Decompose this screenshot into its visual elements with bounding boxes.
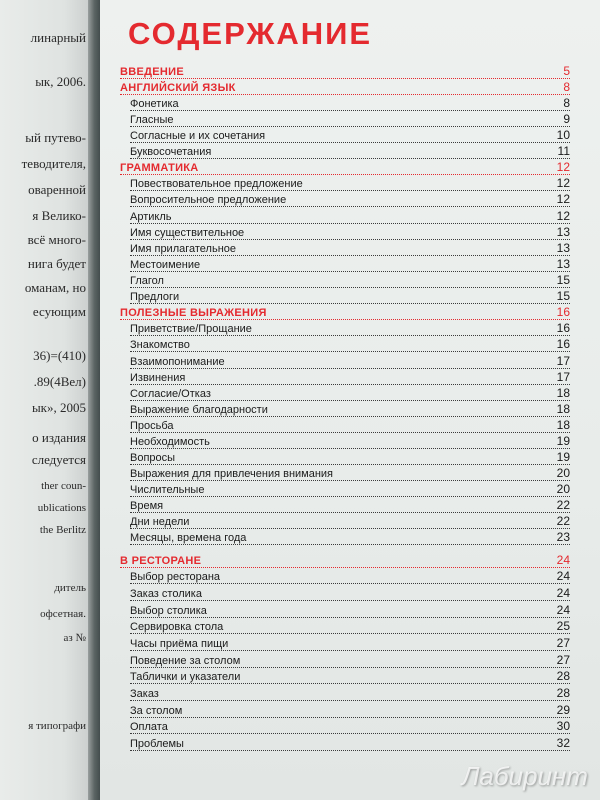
dotted-leader xyxy=(120,567,570,568)
toc-entry xyxy=(130,337,570,352)
toc-page-number: 29 xyxy=(556,703,570,717)
toc-entry-label: Проблемы xyxy=(130,738,184,750)
toc-page-number: 27 xyxy=(556,636,570,650)
toc-entry-label: Время xyxy=(130,500,164,512)
toc-entry xyxy=(130,669,570,684)
toc-entry xyxy=(130,530,570,545)
dotted-leader xyxy=(130,384,570,385)
toc-page-number: 8 xyxy=(563,96,570,110)
dotted-leader xyxy=(130,303,570,304)
left-page-text-fragment: я Велико- xyxy=(32,208,86,223)
toc-section xyxy=(120,80,570,95)
toc-section xyxy=(120,160,570,175)
toc-page-number: 19 xyxy=(556,434,570,448)
toc-page-number: 24 xyxy=(556,603,570,617)
dotted-leader xyxy=(130,190,570,191)
toc-entry-label: Взаимопонимание xyxy=(130,356,225,368)
toc-entry xyxy=(130,466,570,481)
left-page-text-fragment: есующим xyxy=(32,304,86,319)
toc-entry-label: Согласные и их сочетания xyxy=(130,130,266,142)
toc-entry xyxy=(130,703,570,718)
toc-entry xyxy=(130,128,570,143)
dotted-leader xyxy=(130,206,570,207)
dotted-leader xyxy=(130,255,570,256)
toc-page-number: 12 xyxy=(556,209,570,223)
toc-page-number: 15 xyxy=(556,289,570,303)
toc-page-number: 16 xyxy=(556,305,570,319)
dotted-leader xyxy=(130,448,570,449)
toc-page-number: 17 xyxy=(556,370,570,384)
toc-page-number: 24 xyxy=(556,569,570,583)
toc-entry-label: АНГЛИЙСКИЙ ЯЗЫК xyxy=(120,82,236,94)
dotted-leader xyxy=(130,544,570,545)
toc-entry-label: Согласие/Отказ xyxy=(130,388,211,400)
left-page-text-fragment: теводителя, xyxy=(21,156,86,171)
toc-entry-label: В РЕСТОРАНЕ xyxy=(120,555,202,567)
toc-page-number: 28 xyxy=(556,669,570,683)
toc-entry-label: Фонетика xyxy=(130,98,179,110)
dotted-leader xyxy=(130,142,570,143)
left-page-text-fragment: ык, 2006. xyxy=(35,74,86,89)
dotted-leader xyxy=(130,287,570,288)
toc-entry xyxy=(130,619,570,634)
dotted-leader xyxy=(130,650,570,651)
toc-entry xyxy=(130,273,570,288)
left-page-text-fragment: аз № xyxy=(63,632,86,644)
toc-entry-label: Выбор столика xyxy=(130,605,207,617)
dotted-leader xyxy=(130,335,570,336)
toc-page-number: 22 xyxy=(556,514,570,528)
toc-entry-label: Оплата xyxy=(130,721,168,733)
dotted-leader xyxy=(130,496,570,497)
toc-entry-label: Сервировка стола xyxy=(130,621,224,633)
toc-page-number: 13 xyxy=(556,225,570,239)
toc-page-number: 8 xyxy=(563,80,570,94)
toc-entry xyxy=(130,241,570,256)
left-page-text-fragment: дитель xyxy=(54,582,86,594)
dotted-leader xyxy=(130,351,570,352)
dotted-leader xyxy=(130,528,570,529)
left-page-text-fragment: .89(4Вел) xyxy=(33,374,86,389)
dotted-leader xyxy=(130,633,570,634)
dotted-leader xyxy=(130,480,570,481)
toc-page-number: 30 xyxy=(556,719,570,733)
toc-page-number: 19 xyxy=(556,450,570,464)
toc-entry xyxy=(130,144,570,159)
toc-entry xyxy=(130,569,570,584)
left-page-text-fragment: нига будет xyxy=(27,256,86,271)
toc-entry-label: Дни недели xyxy=(130,516,190,528)
dotted-leader xyxy=(130,750,570,751)
toc-entry xyxy=(130,402,570,417)
toc-entry-label: Приветствие/Прощание xyxy=(130,323,252,335)
dotted-leader xyxy=(130,464,570,465)
dotted-leader xyxy=(120,94,570,95)
toc-entry-label: ПОЛЕЗНЫЕ ВЫРАЖЕНИЯ xyxy=(120,307,267,319)
toc-entry-label: Месяцы, времена года xyxy=(130,532,247,544)
toc-page-number: 24 xyxy=(556,586,570,600)
dotted-leader xyxy=(130,223,570,224)
dotted-leader xyxy=(130,512,570,513)
toc-page-number: 20 xyxy=(556,482,570,496)
toc-page-number: 12 xyxy=(556,176,570,190)
toc-page-number: 16 xyxy=(556,321,570,335)
left-page-text-fragment: линарный xyxy=(30,30,86,45)
toc-page-number: 12 xyxy=(556,192,570,206)
toc-entry-label: Поведение за столом xyxy=(130,655,241,667)
toc-entry-label: Глагол xyxy=(130,275,164,287)
dotted-leader xyxy=(120,78,570,79)
toc-entry xyxy=(130,498,570,513)
toc-entry-label: Местоимение xyxy=(130,259,201,271)
toc-entry xyxy=(130,482,570,497)
left-page-text-fragment: оваренной xyxy=(28,182,86,197)
left-page-text-fragment: 36)=(410) xyxy=(33,348,86,363)
toc-entry xyxy=(130,686,570,701)
dotted-leader xyxy=(130,416,570,417)
toc-entry xyxy=(130,354,570,369)
table-of-contents xyxy=(100,0,600,800)
toc-entry xyxy=(130,586,570,601)
left-page-text-fragment: ublications xyxy=(37,502,86,514)
toc-entry-label: Артикль xyxy=(130,211,172,223)
toc-entry xyxy=(130,434,570,449)
toc-page-number: 25 xyxy=(556,619,570,633)
toc-entry xyxy=(130,450,570,465)
dotted-leader xyxy=(130,126,570,127)
toc-page-number: 28 xyxy=(556,686,570,700)
toc-entry xyxy=(130,225,570,240)
dotted-leader xyxy=(130,733,570,734)
toc-section xyxy=(120,553,570,568)
toc-entry xyxy=(130,112,570,127)
toc-entry xyxy=(130,321,570,336)
watermark: Лабиринт xyxy=(461,761,588,791)
toc-page-number: 13 xyxy=(556,257,570,271)
toc-entry xyxy=(130,653,570,668)
toc-entry-label: Выражения для привлечения внимания xyxy=(130,468,334,480)
left-page-text-fragment: офсетная. xyxy=(40,608,86,620)
toc-section xyxy=(120,305,570,320)
dotted-leader xyxy=(130,400,570,401)
toc-page-number: 18 xyxy=(556,402,570,416)
toc-entry-label: Выбор ресторана xyxy=(130,571,221,583)
toc-section xyxy=(120,64,570,79)
dotted-leader xyxy=(120,319,570,320)
toc-entry-label: Заказ xyxy=(130,688,159,700)
toc-entry xyxy=(130,176,570,191)
toc-page-number: 32 xyxy=(556,736,570,750)
toc-entry-label: Таблички и указатели xyxy=(130,671,241,683)
contents-page xyxy=(100,0,600,800)
dotted-leader xyxy=(130,158,570,159)
toc-entry xyxy=(130,514,570,529)
toc-page-number: 10 xyxy=(556,128,570,142)
toc-page-number: 11 xyxy=(557,144,570,158)
toc-page-number: 18 xyxy=(556,418,570,432)
toc-entry-label: Необходимость xyxy=(130,436,210,448)
dotted-leader xyxy=(130,717,570,718)
previous-page xyxy=(0,0,92,800)
toc-entry-label: Знакомство xyxy=(130,339,190,351)
toc-entry-label: Предлоги xyxy=(130,291,180,303)
toc-page-number: 23 xyxy=(556,530,570,544)
left-page-text-fragment: оманам, но xyxy=(24,280,86,295)
toc-entry xyxy=(130,386,570,401)
toc-entry xyxy=(130,289,570,304)
dotted-leader xyxy=(130,600,570,601)
toc-entry-label: Имя прилагательное xyxy=(130,243,237,255)
dotted-leader xyxy=(120,174,570,175)
dotted-leader xyxy=(130,583,570,584)
toc-entry-label: Числительные xyxy=(130,484,205,496)
toc-page-number: 16 xyxy=(556,337,570,351)
left-page-text-fragment: ый путево- xyxy=(25,130,86,145)
toc-entry xyxy=(130,603,570,618)
toc-entry-label: За столом xyxy=(130,705,183,717)
toc-page-number: 18 xyxy=(556,386,570,400)
toc-entry-label: Выражение благодарности xyxy=(130,404,268,416)
toc-entry-label: Вопросы xyxy=(130,452,176,464)
toc-entry-label: Извинения xyxy=(130,372,186,384)
dotted-leader xyxy=(130,617,570,618)
toc-entry-label: Часы приёма пищи xyxy=(130,638,229,650)
toc-entry xyxy=(130,209,570,224)
toc-page-number: 27 xyxy=(556,653,570,667)
toc-entry xyxy=(130,257,570,272)
dotted-leader xyxy=(130,683,570,684)
dotted-leader xyxy=(130,368,570,369)
toc-entry-label: Просьба xyxy=(130,420,174,432)
dotted-leader xyxy=(130,700,570,701)
page-title: СОДЕРЖАНИЕ xyxy=(128,16,373,51)
dotted-leader xyxy=(130,239,570,240)
toc-entry-label: ВВЕДЕНИЕ xyxy=(120,66,184,78)
left-page-text-fragment: ык», 2005 xyxy=(31,400,86,415)
dotted-leader xyxy=(130,271,570,272)
toc-page-number: 9 xyxy=(563,112,570,126)
toc-entry xyxy=(130,96,570,111)
left-page-text-fragment: я типографи xyxy=(28,720,86,732)
toc-entry xyxy=(130,736,570,751)
toc-page-number: 15 xyxy=(556,273,570,287)
toc-entry-label: Заказ столика xyxy=(130,588,202,600)
toc-page-number: 24 xyxy=(556,553,570,567)
toc-entry xyxy=(130,719,570,734)
left-page-text-fragment: о издания xyxy=(32,430,86,445)
toc-entry-label: ГРАММАТИКА xyxy=(120,162,199,174)
toc-page-number: 22 xyxy=(556,498,570,512)
left-page-text-fragment: the Berlitz xyxy=(39,524,86,536)
dotted-leader xyxy=(130,667,570,668)
toc-page-number: 13 xyxy=(556,241,570,255)
toc-entry xyxy=(130,418,570,433)
toc-entry xyxy=(130,636,570,651)
toc-entry xyxy=(130,192,570,207)
left-page-text-fragment: ther coun- xyxy=(41,480,86,492)
toc-entry-label: Вопросительное предложение xyxy=(130,194,287,206)
toc-page-number: 12 xyxy=(556,160,570,174)
toc-page-number: 5 xyxy=(563,64,570,78)
dotted-leader xyxy=(130,432,570,433)
toc-entry-label: Буквосочетания xyxy=(130,146,212,158)
toc-entry-label: Имя существительное xyxy=(130,227,245,239)
left-page-text-fragment: всё много- xyxy=(27,232,86,247)
toc-page-number: 17 xyxy=(556,354,570,368)
toc-entry-label: Повествовательное предложение xyxy=(130,178,303,190)
toc-page-number: 20 xyxy=(556,466,570,480)
toc-entry xyxy=(130,370,570,385)
toc-entry-label: Гласные xyxy=(130,114,174,126)
left-page-text-fragment: следуется xyxy=(31,452,86,467)
dotted-leader xyxy=(130,110,570,111)
